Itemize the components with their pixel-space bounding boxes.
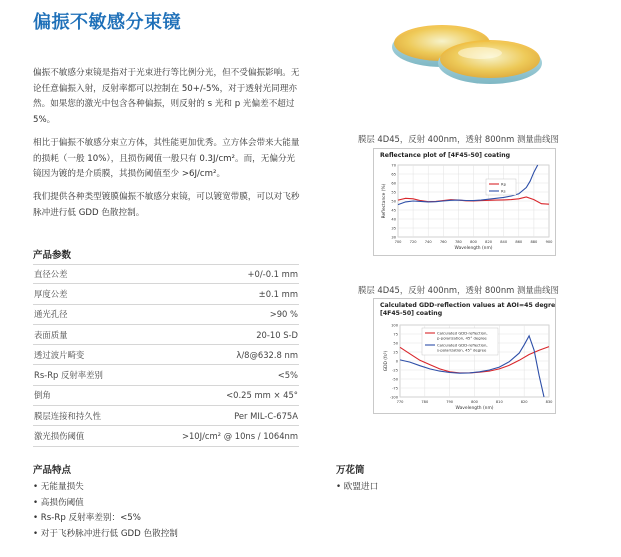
y-tick-label: 75 xyxy=(393,332,398,337)
gdd-chart-svg xyxy=(374,299,555,413)
spec-row xyxy=(33,406,299,426)
list-item: • 高损伤阈值 xyxy=(33,497,84,508)
list-item: • 无能量损失 xyxy=(33,482,84,492)
spec-label: 透过波片畸变 xyxy=(34,349,85,360)
y-tick-label: 100 xyxy=(391,323,398,328)
spec-value: +0/-0.1 mm xyxy=(247,269,298,280)
y-tick-label: 35 xyxy=(391,226,396,231)
spec-value: Per MIL-C-675A xyxy=(234,410,298,421)
x-tick-label: 800 xyxy=(471,400,478,404)
chart-title: [4F45-50] coating xyxy=(380,310,443,317)
y-tick-label: 0 xyxy=(395,359,398,364)
spec-label: 膜层连接和持久性 xyxy=(34,410,101,421)
x-tick-label: 760 xyxy=(439,240,447,244)
legend-label: Rp xyxy=(501,181,507,187)
list-item: • Rs-Rp 反射率差别：<5% xyxy=(33,513,141,523)
beamsplitter-lens-illustration xyxy=(372,5,555,105)
spec-row xyxy=(33,345,299,365)
reflectance-chart-svg xyxy=(374,149,555,255)
spec-value: ±0.1 mm xyxy=(258,288,298,299)
legend-label: Rs xyxy=(501,188,506,194)
x-tick-label: 900 xyxy=(545,240,553,244)
spec-value: >10J/cm² @ 10ns / 1064nm xyxy=(181,431,298,442)
list-item: • 欧盟进口 xyxy=(336,482,379,492)
spec-label: 厚度公差 xyxy=(34,288,68,299)
spec-row xyxy=(33,386,299,406)
features-heading: 产品特点 xyxy=(33,465,72,476)
y-tick-label: 70 xyxy=(391,163,396,168)
spec-row xyxy=(33,284,299,304)
spec-row xyxy=(33,305,299,325)
x-tick-label: 770 xyxy=(396,400,404,404)
y-tick-label: 30 xyxy=(391,235,396,240)
spec-value: λ/8@632.8 nm xyxy=(236,349,298,360)
x-tick-label: 800 xyxy=(470,240,477,244)
chart-title: Calculated GDD-reflection values at AOI=45 degree xyxy=(380,302,555,309)
x-tick-label: 780 xyxy=(421,400,429,404)
spec-row xyxy=(33,264,299,284)
y-axis-label: GDD (fs²) xyxy=(384,350,389,372)
spec-row xyxy=(33,365,299,385)
x-tick-label: 830 xyxy=(545,400,553,404)
y-tick-label: -25 xyxy=(392,368,398,373)
params-heading: 产品参数 xyxy=(33,250,72,261)
chart2-caption: 膜层 4D45，反射 400nm，透射 800nm 测量曲线图 xyxy=(358,285,559,295)
y-tick-label: -75 xyxy=(392,386,398,391)
brand-list xyxy=(336,480,378,496)
spec-label: 直径公差 xyxy=(34,269,68,280)
x-axis-label: Wavelength (nm) xyxy=(455,406,494,411)
chart1-caption: 膜层 4D45，反射 400nm，透射 800nm 测量曲线图 xyxy=(358,134,559,144)
x-tick-label: 840 xyxy=(500,240,508,244)
x-tick-label: 860 xyxy=(515,240,523,244)
spec-value: <0.25 mm × 45° xyxy=(226,390,298,401)
legend-label: Calculated GDD-reflection, xyxy=(437,330,488,336)
y-tick-label: 40 xyxy=(391,217,396,222)
spec-row xyxy=(33,325,299,345)
x-tick-label: 720 xyxy=(409,240,417,244)
gdd-chart xyxy=(373,298,556,414)
y-tick-label: 50 xyxy=(393,341,398,346)
x-tick-label: 820 xyxy=(520,400,528,404)
spec-label: 倒角 xyxy=(34,390,51,401)
y-tick-label: -100 xyxy=(389,395,398,400)
reflectance-chart xyxy=(373,148,556,256)
y-tick-label: -50 xyxy=(392,377,398,382)
y-tick-label: 50 xyxy=(391,199,396,204)
brand-heading: 万花筒 xyxy=(336,465,365,476)
y-tick-label: 25 xyxy=(393,350,398,355)
y-tick-label: 55 xyxy=(391,190,396,195)
intro-paragraph-3: 我们提供各种类型镀膜偏振不敏感分束镜，可以镀宽带膜，可以对飞秒脉冲进行低 GDD 色散控制。 xyxy=(33,192,300,218)
spec-value: >90 % xyxy=(269,309,298,320)
y-axis-label: Reflectance (%) xyxy=(382,183,387,219)
y-tick-label: 60 xyxy=(391,181,396,186)
list-item: • 对于飞秒脉冲进行低 GDD 色散控制 xyxy=(33,528,178,539)
x-tick-label: 700 xyxy=(394,240,402,244)
x-tick-label: 880 xyxy=(530,240,538,244)
x-tick-label: 740 xyxy=(424,240,432,244)
legend-label: Calculated GDD-reflection, xyxy=(437,342,488,348)
x-tick-label: 820 xyxy=(485,240,493,244)
legend-label: s-polarization, 45° degree xyxy=(437,347,487,353)
spec-table xyxy=(33,264,299,447)
spec-label: 通光孔径 xyxy=(34,309,68,320)
spec-row xyxy=(33,426,299,446)
chart-title: Reflectance plot of [4F45-50] coating xyxy=(380,152,511,159)
product-image xyxy=(372,5,555,105)
page-title: 偏振不敏感分束镜 xyxy=(33,12,181,33)
x-tick-label: 810 xyxy=(495,400,503,404)
y-tick-label: 45 xyxy=(391,208,396,213)
intro-paragraph-2: 相比于偏振不敏感分束立方体，其性能更加优秀。立方体会带来大能量的损耗（一般 10%），且损伤阈值一般只有 0.3J/cm²。而，无偏分光镜因为镀的是介质膜，其损伤阈值至少 >6J/cm²。 xyxy=(33,138,300,180)
x-tick-label: 790 xyxy=(446,400,454,404)
y-tick-label: 65 xyxy=(391,172,396,177)
x-axis-label: Wavelength (nm) xyxy=(454,246,493,251)
legend-label: p-polarization, 45° degree xyxy=(437,335,487,341)
spec-value: <5% xyxy=(277,370,298,381)
intro-paragraph-1: 偏振不敏感分束镜是指对于光束进行等比例分光，但不受偏振影响。无论任意偏振入射，反射率都可以控制在 50+/-5%，对于透射光同理亦然。如果您的激光中包含各种偏振，则反射的 s 光和 p 光偏差不超过 5%。 xyxy=(33,68,300,125)
spec-label: 表面质量 xyxy=(34,329,68,340)
x-tick-label: 780 xyxy=(454,240,462,244)
spec-value: 20-10 S-D xyxy=(256,329,298,340)
spec-label: Rs-Rp 反射率差别 xyxy=(34,370,103,381)
spec-label: 激光损伤阈值 xyxy=(34,431,85,442)
features-list xyxy=(33,480,178,542)
